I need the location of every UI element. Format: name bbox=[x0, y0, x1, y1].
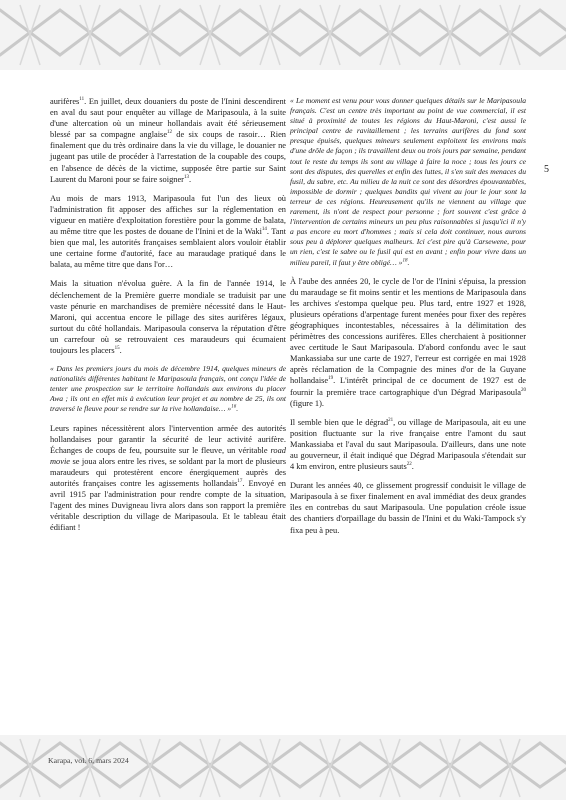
right-column bbox=[290, 96, 526, 544]
footnote-ref: 20 bbox=[521, 387, 526, 393]
block-quote: « Le moment est venu pour vous donner quelques détails sur le Maripasoula français. C'est un centre très important au point de vue commercial, il est situé à proximité de toutes les régions du Haut-Maroni, c'est aussi le principal centre de ravitaillement ; les terrains aurifères du fond sont presque épuisés, quelques mineurs seulement exploitent les environs mais d'une drôle de façon ; ils travaillent deux ou trois jours par semaine, pendant tout le reste du temps ils sont au village à faire la noce ; tous les jours ce sont des disputes, des querelles et enfin des luttes, il s'en suit des menaces du fusil, du sabre, etc. Au milieu de la nuit ce sont des désordres épouvantables, impossible de dormir ; quelques bandits qui vivent au jour le jour sont la terreur de ces régions. Heureusement qu'ils ne viennent au village que rarement, ils n'ont de respect pour personne ; fort souvent c'est grâce à l'intervention de certains mineurs un peu plus raisonnables si jusqu'ici il n'y a pas encore eu mort d'hommes ; mais si cela doit continuer, nous aurons sous peu à déplorer quelques malheurs. Ici c'est pire qu'à Carsewene, pour un rien, c'est le sabre ou le fusil qui est en avant ; enfin pour vivre dans un milieu pareil, il faut y être obligé… »$^{18}$. bbox=[290, 96, 526, 267]
block-quote: « Dans les premiers jours du mois de décembre 1914, quelques mineurs de nationalités différentes habitant le Maripasoula français, ont conçu l'idée de tenter une prospection sur le territoire hollandais aux environs du placer Awa ; ils ont en effet mis à exécution leur projet et au nombre de 25, ils ont traversé le fleuve pour se rendre sur la rive hollandaise… »$^{16}$. bbox=[50, 364, 286, 414]
page-number: 5 bbox=[544, 164, 549, 175]
footnote-ref: 19 bbox=[328, 376, 334, 382]
paragraph: Il semble bien que le dégrad$^{21}$, ou village de Maripasoula, ait eu une position fluctuante sur la rive française entre l'amont du saut Mankassiaba et l'aval du saut Maripasoula. D'ailleurs, dans une note au gouverneur, il était indiqué que Dégrad Maripasoula s'étendait sur 4 km environ, entre plusieurs sauts$^{22}$. bbox=[290, 417, 526, 472]
footer-decorative-band bbox=[0, 735, 566, 800]
footnote-ref: 17 bbox=[237, 479, 243, 485]
footnote-ref: 16 bbox=[231, 404, 237, 410]
footnote-ref: 12 bbox=[167, 130, 173, 136]
footnote-ref: 22 bbox=[406, 462, 412, 468]
footnote-ref: 21 bbox=[388, 417, 394, 423]
footnote-ref: 18 bbox=[402, 257, 408, 263]
woven-pattern-top bbox=[0, 0, 566, 70]
header-decorative-band bbox=[0, 0, 566, 70]
paragraph: Mais la situation n'évolua guère. A la fin de l'année 1914, le déclenchement de la Première guerre mondiale se traduisit par une vaste pénurie en marchandises de première nécessité dans le Haut-Maroni, qui accentua encore le pillage des sites aurifères légaux, surtout du côté hollandais. Maripasoula conserva la réputation d'être un carrefour où se retrouvaient ces maraudeurs qui écumaient toujours les placers$^{15}$. bbox=[50, 279, 286, 355]
footnote-ref: 11 bbox=[79, 97, 85, 103]
footnote-ref: 14 bbox=[261, 227, 267, 233]
footnote-ref: 15 bbox=[114, 346, 120, 352]
paragraph: Au mois de mars 1913, Maripasoula fut l'un des lieux où l'administration fit apposer des affiches sur la réglementation en vigueur en matière d'exploitation forestière pour la gomme de balata, au même titre que les postes de douane de l'Inini et de la Waki$^{14}$. Tant bien que mal, les autorités françaises semblaient alors vouloir établir une certaine forme d'autorité, face au maraudage pratiqué dans le balata, au même titre que dans l'or… bbox=[50, 193, 286, 270]
paragraph: À l'aube des années 20, le cycle de l'or de l'Inini s'épuisa, la pression du maraudage se fit moins sentir et les mentions de Maripasoula dans les archives s'estompa quelque peu. Plus tard, entre 1927 et 1928, plusieurs opérations d'arpentage furent menées pour fixer des repères géographiques incontestables, nécessaires à la délimitation des périmètres des concessions aurifères. Elles cherchaient à positionner avec certitude le Saut Maripasoula. D'abord confondu avec le saut Mankassiaba sur une carte de 1927, l'erreur est corrigée en mai 1928 après réclamation de la Compagnie des mines d'or de la Guyane hollandaise$^{19}$. L'intérêt principal de ce document de 1927 est de fournir la première trace cartographique d'un Dégrad Maripasoula$^{20}$ (figure 1). bbox=[290, 276, 526, 408]
left-column bbox=[50, 96, 286, 541]
paragraph: Durant les années 40, ce glissement progressif conduisit le village de Maripasoula à se fixer finalement en aval immédiat des deux grandes îles en contrebas du saut Maripasoula. Une population créole issue des chantiers d'orpaillage du bassin de l'Inini et du Waki-Tampock s'y fixa peu à peu. bbox=[290, 481, 526, 535]
journal-reference: Karapa, vol. 6, mars 2024 bbox=[48, 756, 129, 765]
paragraph: aurifères$^{11}$. En juillet, deux douaniers du poste de l'Inini descendirent en aval du saut pour enquêter au village de Maripasoula, à la suite d'une altercation où un mineur hollandais avait été sérieusement blessé par sa compagne anglaise$^{12}$ de six coups de rasoir… Rien finalement que du très ordinaire dans la vie du village, le douanier ne jugeant pas utile de procéder à l'arrestation de la coupable des coups, en l'absence de décès de la victime, supposée être partie sur Saint Laurent du Maroni pour se faire soigner$^{13}$. bbox=[50, 97, 286, 184]
footnote-ref: 13 bbox=[183, 174, 189, 180]
paragraph: Leurs rapines nécessitèrent alors l'intervention armée des autorités hollandaises pour garantir la sécurité de leur activité aurifère. Échanges de coups de feu, poursuite sur le fleuve, un véritable road movie se joua alors entre les rives, se soldant par la mort de plusieurs maraudeurs qui protestèrent encore énergiquement auprès des autorités françaises contre les agissements hollandais$^{17}$. Envoyé en avril 1915 par l'administration pour rendre compte de la situation, l'agent des mines Duvigneau livra alors dans son rapport la première véritable description du village de Maripasoula. Et le tableau était édifiant ! bbox=[50, 423, 286, 533]
woven-pattern-bottom bbox=[0, 735, 566, 800]
